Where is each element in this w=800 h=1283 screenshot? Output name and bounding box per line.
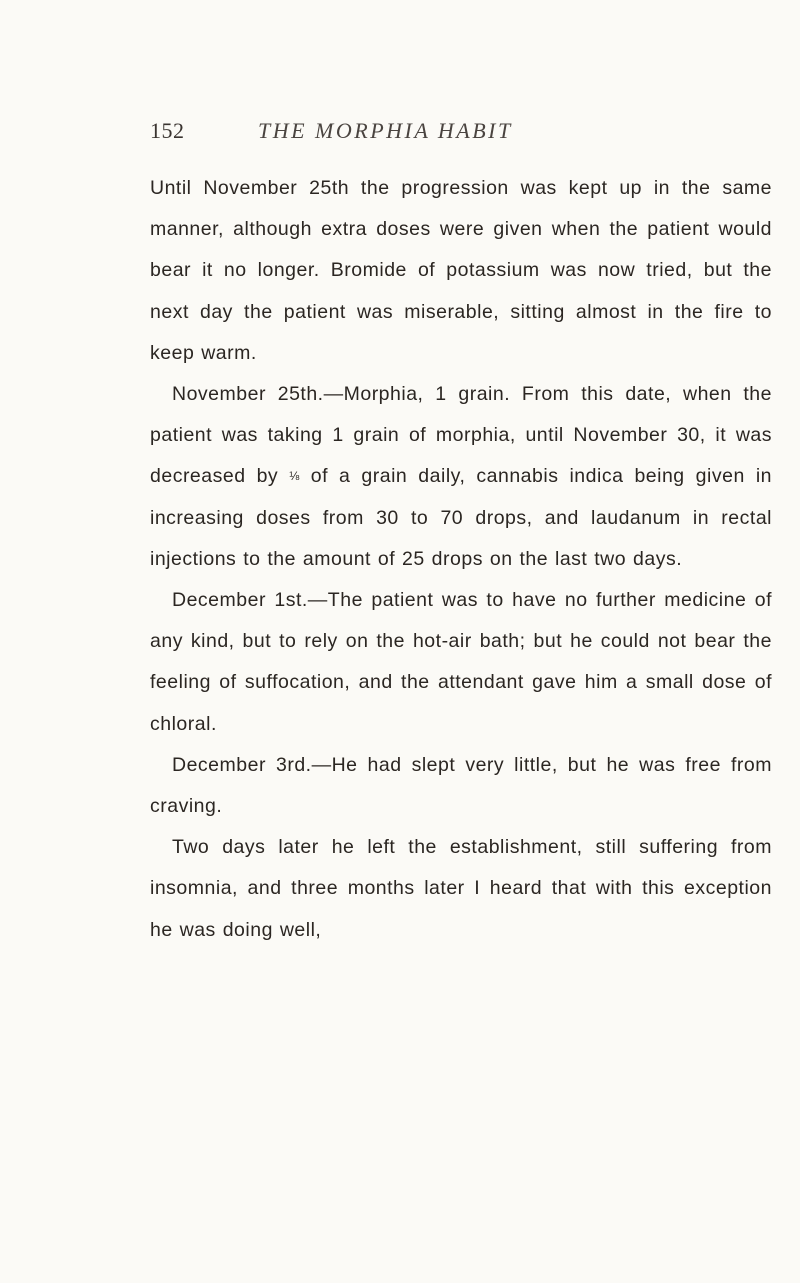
paragraph-3: December 1st.—The patient was to have no further medicine of any kind, but to rely on the hot-air bath; but he could not bear the feeling of suffocation, and the attendant gave him a small dose of chloral.	[150, 589, 772, 735]
running-title: THE MORPHIA HABIT	[258, 118, 513, 143]
paragraph-2-text-before: November 25th.—Morphia, 1 grain. From this date, when the patient was taking 1 grain of morphia, until November 30, it was decreased by	[150, 383, 772, 488]
paragraph-4: December 3rd.—He had slept very little, but he was free from craving.	[150, 753, 772, 818]
running-head	[150, 118, 770, 148]
paragraph-2-text-after: of a grain daily, cannabis indica being given in increasing doses from 30 to 70 drops, and laudanum in rectal injections to the amount of 25 drops on the last two days.	[150, 465, 772, 570]
paragraph-1: Until November 25th the progression was kept up in the same manner, although extra doses were given when the patient would bear it no longer. Bromide of potassium was now tried, but the next day the patient was miserable, sitting almost in the fire to keep warm.	[150, 177, 772, 364]
fraction-one-eighth: ⅛	[289, 469, 300, 484]
body-text	[150, 168, 772, 951]
paragraph-2	[150, 374, 772, 580]
page-number: 152	[150, 118, 185, 143]
paragraph-5: Two days later he left the establishment, still suffering from insomnia, and three months later I heard that with this exception he was doing well,	[150, 836, 772, 941]
